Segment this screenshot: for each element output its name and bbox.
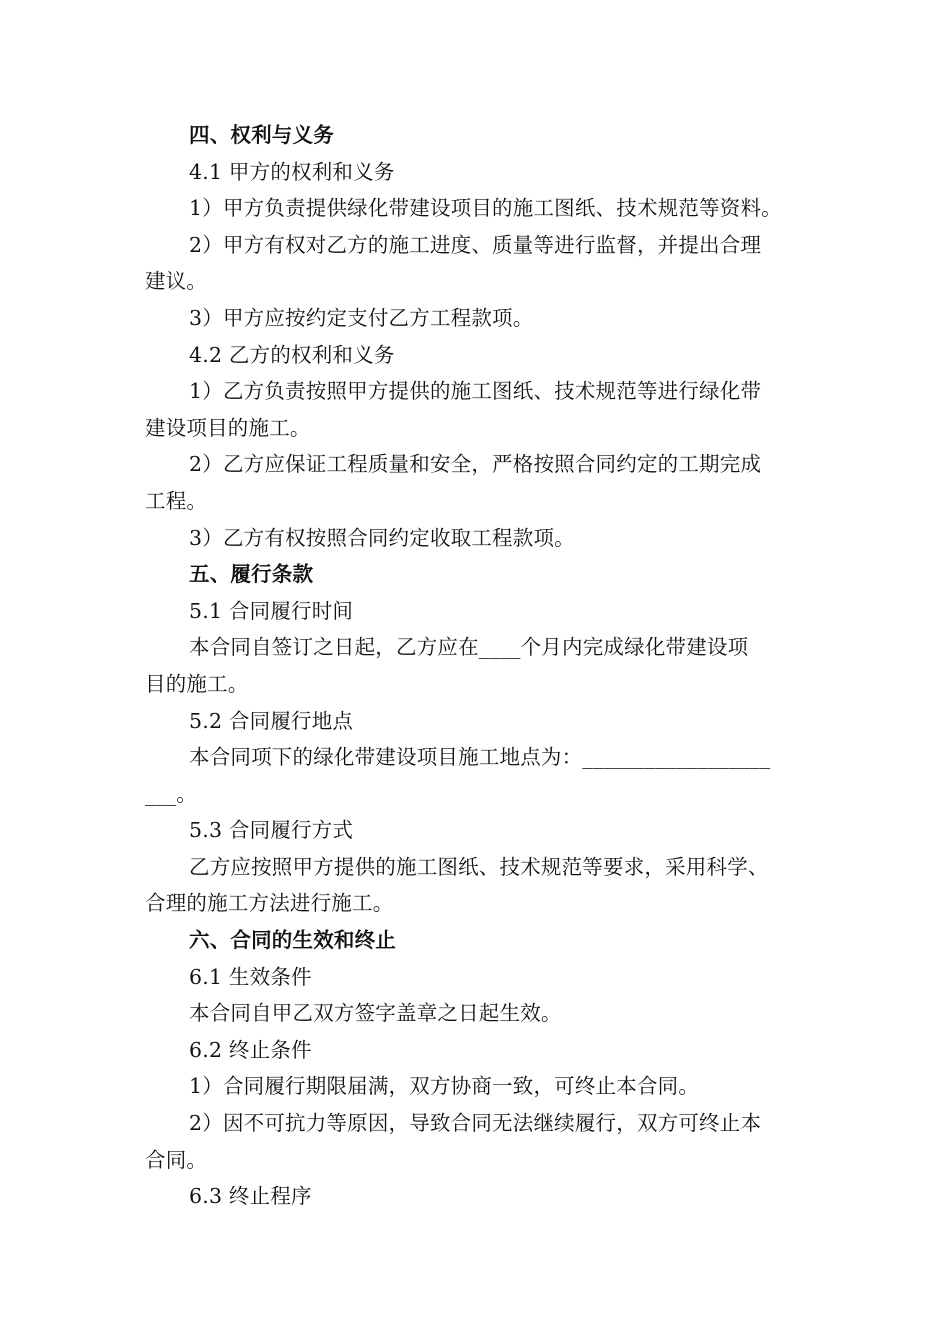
paragraph-line: 合理的施工方法进行施工。 <box>145 891 394 916</box>
paragraph-line: 本合同项下的绿化带建设项目施工地点为：__________________ <box>189 745 771 770</box>
paragraph-line: 1）甲方负责提供绿化带建设项目的施工图纸、技术规范等资料。 <box>189 196 782 221</box>
paragraph-line: 1）合同履行期限届满，双方协商一致，可终止本合同。 <box>189 1074 700 1099</box>
paragraph-line: 乙方应按照甲方提供的施工图纸、技术规范等要求，采用科学、 <box>189 854 769 879</box>
paragraph-line: 3）乙方有权按照合同约定收取工程款项。 <box>189 525 575 550</box>
section-heading-effect-termination: 六、合同的生效和终止 <box>189 928 396 953</box>
paragraph-line: 目的施工。 <box>145 671 249 696</box>
subsection-heading-4-2: 4.2 乙方的权利和义务 <box>189 342 395 367</box>
paragraph-line: 建议。 <box>145 269 208 294</box>
paragraph-line: 合同。 <box>145 1147 208 1172</box>
paragraph-line: 3）甲方应按约定支付乙方工程款项。 <box>189 305 534 330</box>
paragraph-line: 2）乙方应保证工程质量和安全，严格按照合同约定的工期完成 <box>189 452 762 477</box>
paragraph-line: 建设项目的施工。 <box>145 415 311 440</box>
subsection-heading-5-3: 5.3 合同履行方式 <box>189 818 354 843</box>
paragraph-line: 本合同自签订之日起，乙方应在____个月内完成绿化带建设项 <box>189 635 749 660</box>
paragraph-line: 1）乙方负责按照甲方提供的施工图纸、技术规范等进行绿化带 <box>189 379 762 404</box>
paragraph-line: ___。 <box>145 781 198 806</box>
paragraph-line: 本合同自甲乙双方签字盖章之日起生效。 <box>189 1001 562 1026</box>
paragraph-line: 2）因不可抗力等原因，导致合同无法继续履行，双方可终止本 <box>189 1111 762 1136</box>
subsection-heading-4-1: 4.1 甲方的权利和义务 <box>189 159 395 184</box>
subsection-heading-6-2: 6.2 终止条件 <box>189 1037 312 1062</box>
section-heading-performance: 五、履行条款 <box>189 562 314 587</box>
subsection-heading-6-1: 6.1 生效条件 <box>189 964 312 989</box>
subsection-heading-5-1: 5.1 合同履行时间 <box>189 598 354 623</box>
document-body <box>145 117 810 1215</box>
paragraph-line: 2）甲方有权对乙方的施工进度、质量等进行监督，并提出合理 <box>189 232 762 257</box>
section-heading-rights-obligations: 四、权利与义务 <box>189 123 334 147</box>
subsection-heading-6-3: 6.3 终止程序 <box>189 1184 312 1209</box>
paragraph-line: 工程。 <box>145 488 208 513</box>
subsection-heading-5-2: 5.2 合同履行地点 <box>189 708 354 733</box>
